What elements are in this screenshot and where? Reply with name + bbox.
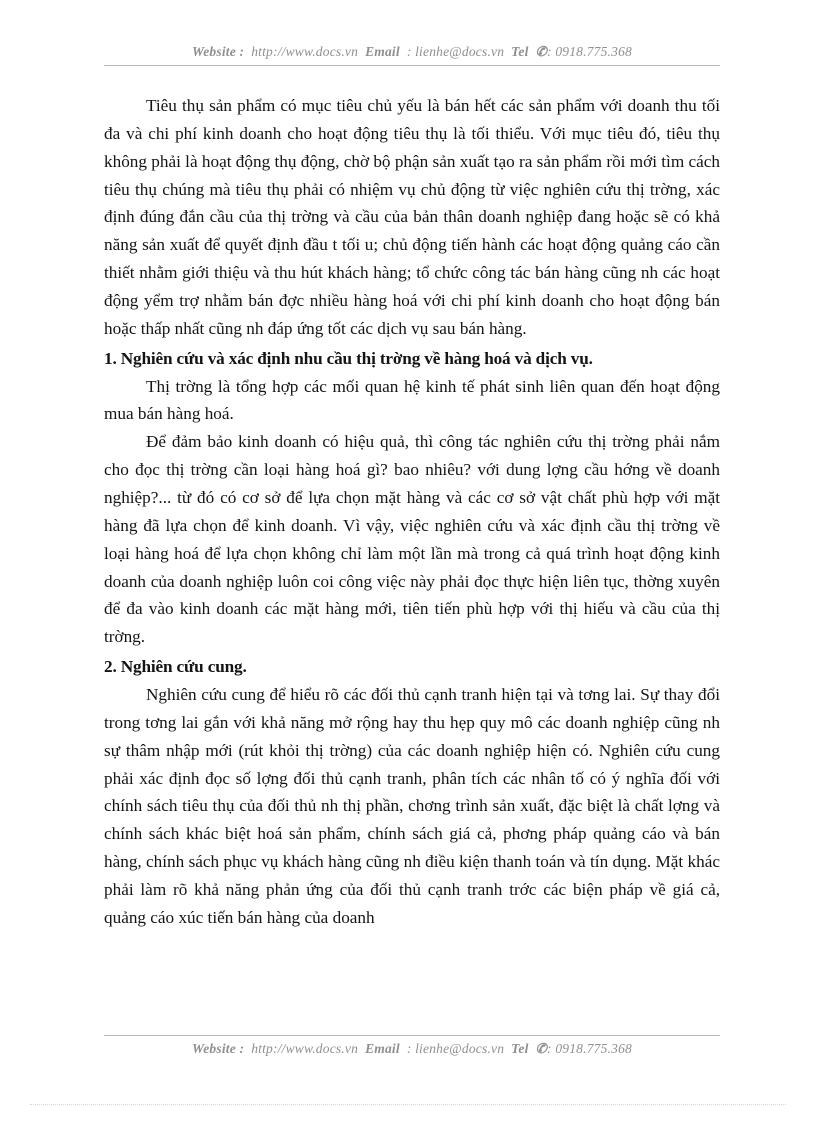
header-banner-text [104, 44, 720, 60]
telephone-icon: ✆ [535, 44, 548, 59]
paragraph: Thị trờng là tổng hợp các mối quan hệ kinh tế phát sinh liên quan đến hoạt động mua bán hàng hoá. [104, 376, 720, 424]
telephone-icon: ✆ [535, 1041, 548, 1056]
footer-tel-value: : 0918.775.368 [547, 1041, 632, 1056]
header-tel-label: Tel [511, 44, 529, 59]
document-body [104, 92, 720, 932]
page-header [104, 44, 720, 66]
paragraph: Để đảm bảo kinh doanh có hiệu quả, thì công tác nghiên cứu thị trờng phải nắm cho đọc thị trờng cần loại hàng hoá gì? bao nhiêu? với dung lợng cầu hớng về doanh nghiệp?... từ đó có cơ sở để lựa chọn mặt hàng và các cơ sở vật chất phù hợp với mặt hàng đã lựa chọn để kinh doanh. Vì vậy, việc nghiên cứu và xác định cầu thị trờng về loại hàng hoá để lựa chọn không chỉ làm một lần mà trong cả quá trình hoạt động kinh doanh của doanh nghiệp luôn coi công việc này phải đọc thực hiện liên tục, thờng xuyên để đa vào kinh doanh các mặt hàng mới, tiên tiến phù hợp với thị hiếu và cầu của thị trờng. [104, 432, 720, 647]
footer-tel-label: Tel [511, 1041, 529, 1056]
footer-banner-text [104, 1041, 720, 1057]
page-footer [104, 1035, 720, 1057]
footer-email-value[interactable]: : lienhe@docs.vn [406, 1041, 505, 1056]
header-website-url[interactable]: http://www.docs.vn [251, 44, 359, 59]
page-bottom-rule [30, 1104, 786, 1105]
section-heading-2: 2. Nghiên cứu cung. [104, 657, 247, 677]
header-email-value[interactable]: : lienhe@docs.vn [406, 44, 505, 59]
header-email-label: Email [365, 44, 400, 59]
footer-divider [104, 1035, 720, 1036]
footer-email-label: Email [365, 1041, 400, 1056]
footer-website-url[interactable]: http://www.docs.vn [251, 1041, 359, 1056]
section-heading-1: 1. Nghiên cứu và xác định nhu cầu thị trờng về hàng hoá và dịch vụ. [104, 348, 593, 368]
header-divider [104, 65, 720, 66]
paragraph: Tiêu thụ sản phẩm có mục tiêu chủ yếu là bán hết các sản phẩm với doanh thu tối đa và chi phí kinh doanh cho hoạt động tiêu thụ là tối thiểu. Với mục tiêu đó, tiêu thụ không phải là hoạt động thụ động, chờ bộ phận sản xuất tạo ra sản phẩm rồi mới tìm cách tiêu thụ chúng mà tiêu thụ phải có nhiệm vụ chủ động từ việc nghiên cứu thị trờng, xác định đúng đắn cầu của thị trờng và cầu của bản thân doanh nghiệp đang hoặc sẽ có khả năng sản xuất để quyết định đầu t tối u; chủ động tiến hành các hoạt động quảng cáo cần thiết nhằm giới thiệu và thu hút khách hàng; tổ chức công tác bán hàng cũng nh các hoạt động yểm trợ nhằm bán đợc nhiều hàng hoá với chi phí kinh doanh cho hoạt động bán hoặc thấp nhất cũng nh đáp ứng tốt các dịch vụ sau bán hàng. [104, 96, 720, 338]
header-tel-value: : 0918.775.368 [547, 44, 632, 59]
footer-website-label: Website : [192, 1041, 245, 1056]
header-website-label: Website : [192, 44, 245, 59]
paragraph: Nghiên cứu cung để hiểu rõ các đối thủ cạnh tranh hiện tại và tơng lai. Sự thay đổi trong tơng lai gắn với khả năng mở rộng hay thu hẹp quy mô các doanh nghiệp cũng nh sự thâm nhập mới (rút khỏi thị trờng) của các doanh nghiệp hiện có. Nghiên cứu cung phải xác định đọc số lợng đối thủ cạnh tranh, phân tích các nhân tố có ý nghĩa đối với chính sách tiêu thụ của đối thủ nh thị phần, chơng trình sản xuất, đặc biệt là chất lợng và chính sách khác biệt hoá sản phẩm, chính sách giá cả, phơng pháp quảng cáo và bán hàng, chính sách phục vụ khách hàng cũng nh điều kiện thanh toán và tín dụng. Mặt khác phải làm rõ khả năng phản ứng của đối thủ cạnh tranh trớc các biện pháp về giá cả, quảng cáo xúc tiến bán hàng của doanh [104, 685, 720, 927]
